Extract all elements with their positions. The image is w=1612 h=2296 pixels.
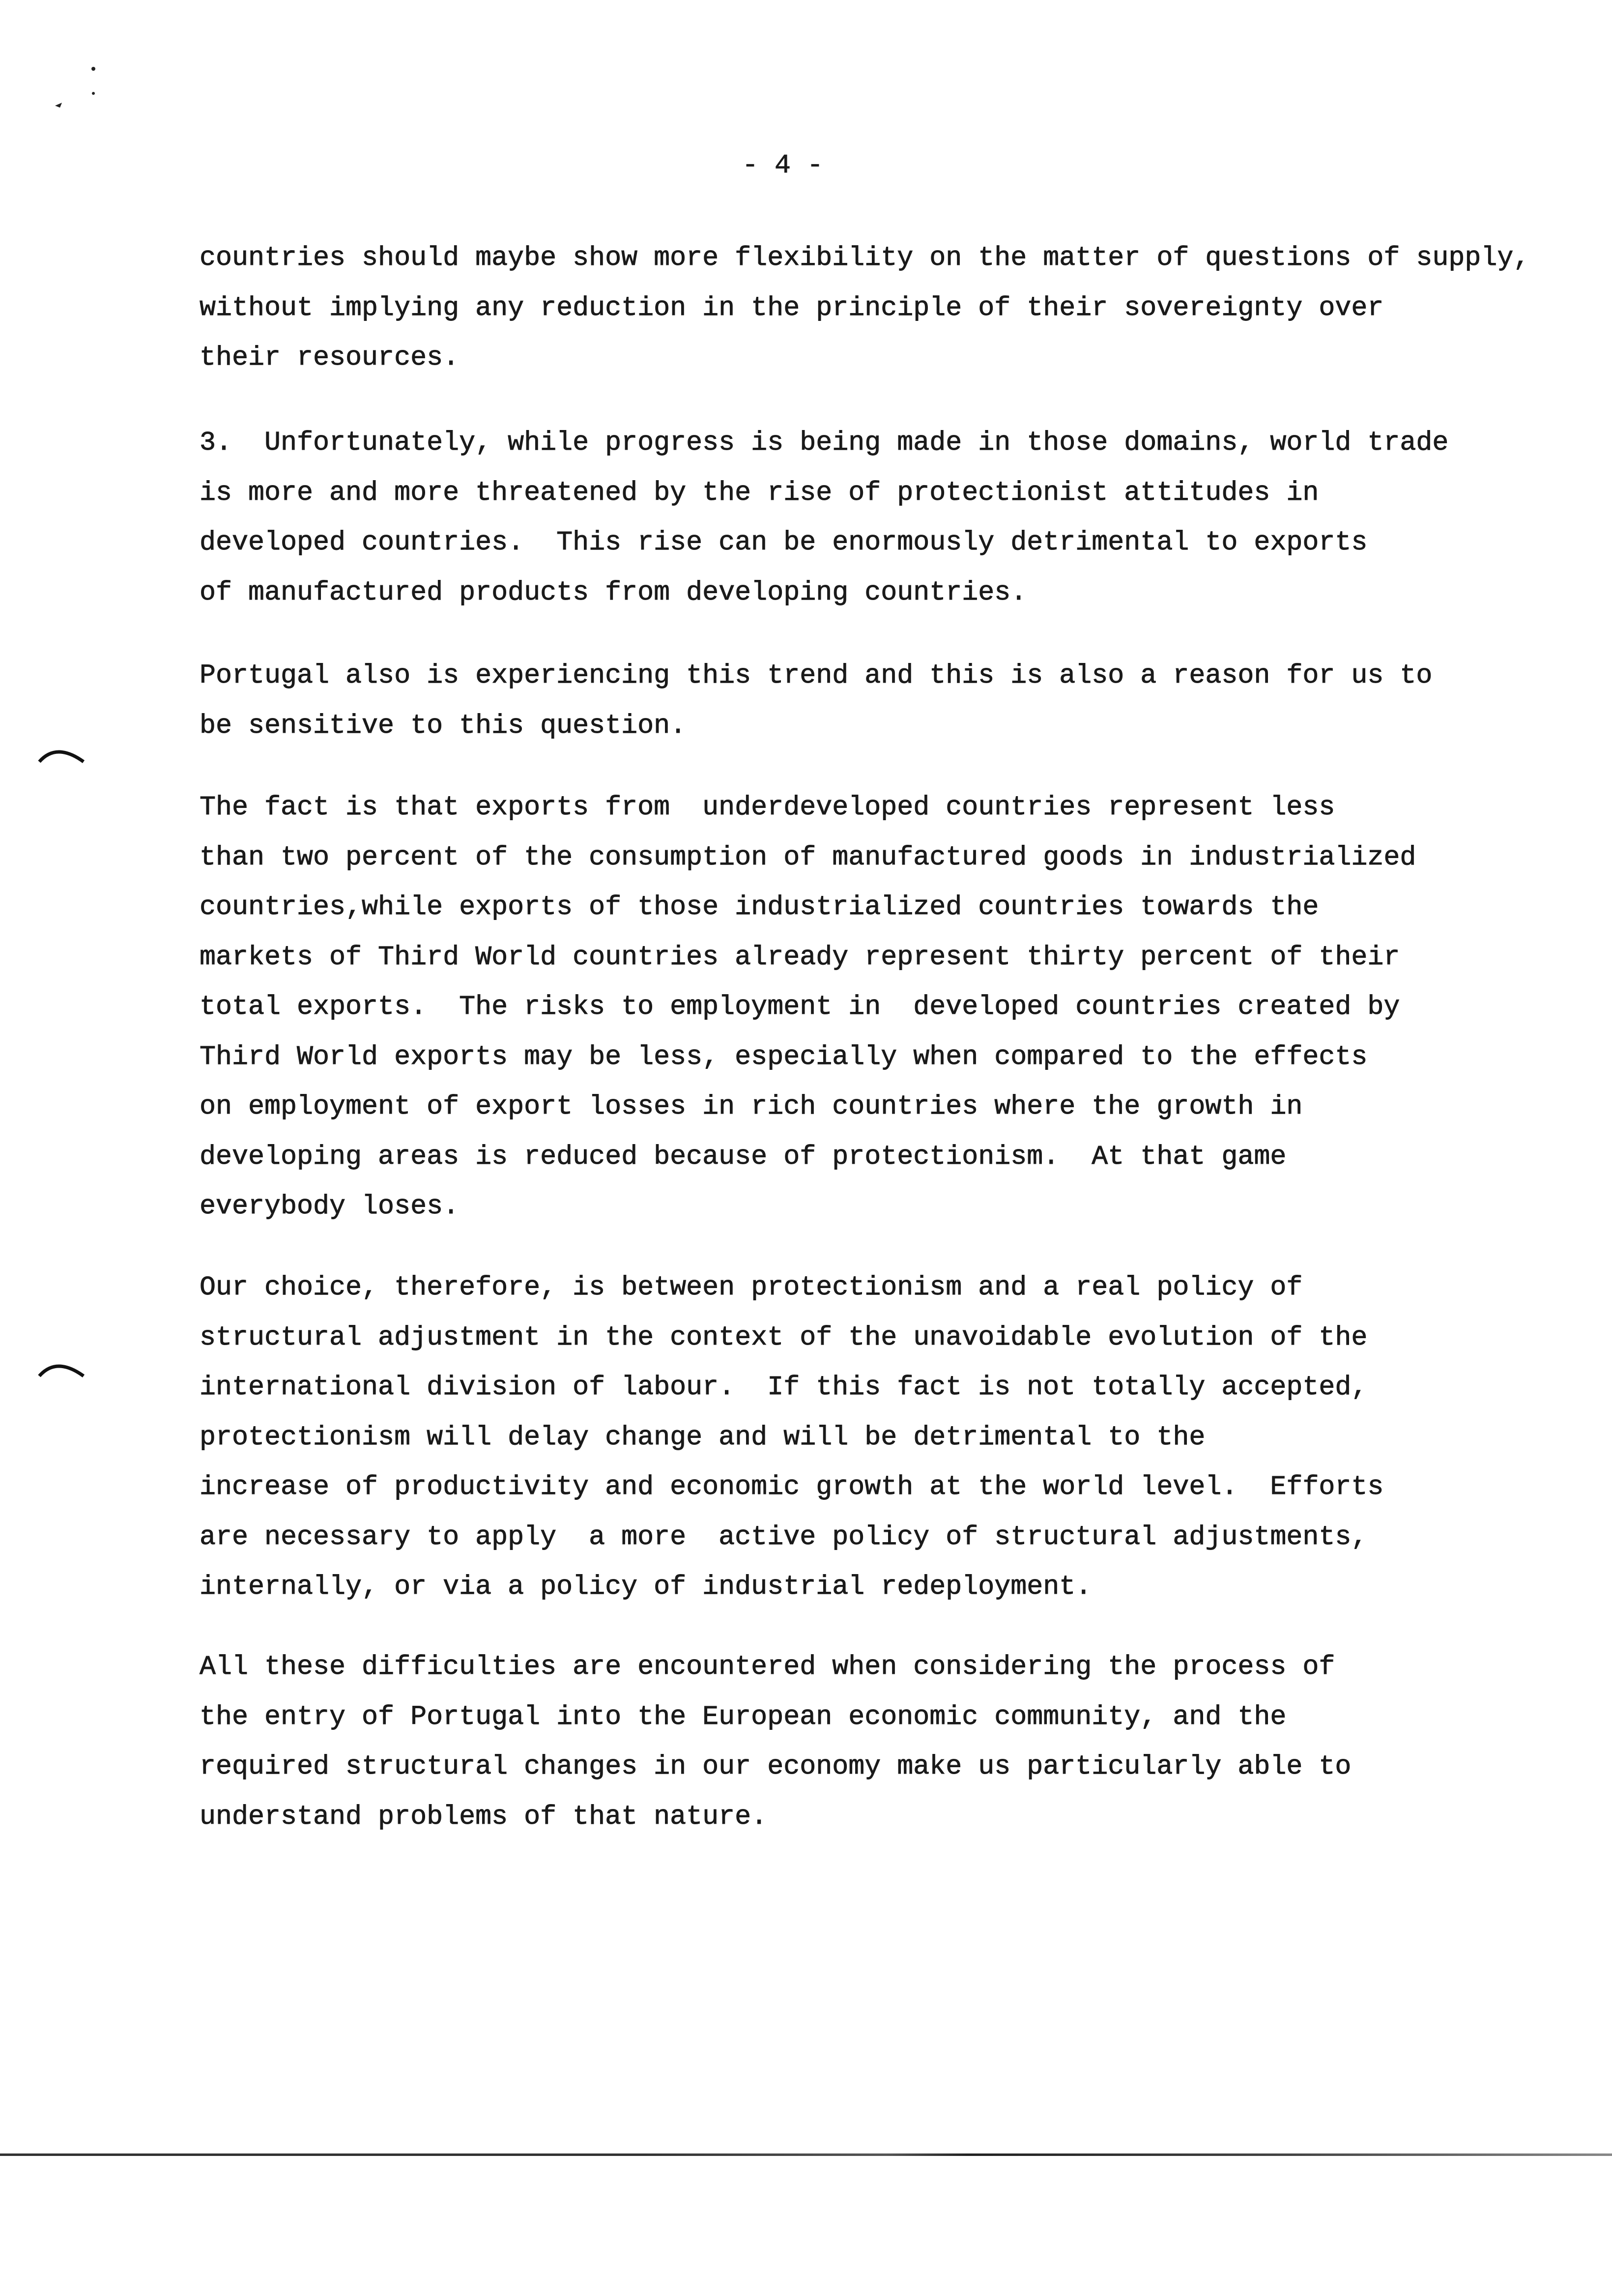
paragraph <box>200 233 1529 383</box>
text-line: Portugal also is experiencing this trend and this is also a reason for us to <box>200 660 1433 691</box>
text-line: without implying any reduction in the principle of their sovereignty over <box>200 292 1384 323</box>
text-line: 3. Unfortunately, while progress is being made in those domains, world trade <box>200 427 1449 458</box>
text-line: of manufactured products from developing countries. <box>200 576 1027 608</box>
page-number: - 4 - <box>742 150 824 181</box>
text-line: the entry of Portugal into the European economic community, and the <box>200 1701 1287 1732</box>
text-line: structural adjustment in the context of the unavoidable evolution of the <box>200 1321 1368 1353</box>
text-line: All these difficulties are encountered when considering the process of <box>200 1651 1335 1682</box>
text-line: total exports. The risks to employment in developed countries created by <box>200 991 1400 1022</box>
text-line: be sensitive to this question. <box>200 710 687 741</box>
text-line: increase of productivity and economic growth at the world level. Efforts <box>200 1471 1384 1502</box>
paragraph <box>200 1642 1351 1841</box>
text-line: than two percent of the consumption of manufactured goods in industrialized <box>200 841 1416 873</box>
text-line: countries,while exports of those industrialized countries towards the <box>200 891 1319 922</box>
punch-hole-mark-bottom <box>34 1351 93 1391</box>
text-line: on employment of export losses in rich countries where the growth in <box>200 1091 1303 1122</box>
punch-hole-mark-top <box>34 737 93 776</box>
text-line: international division of labour. If this fact is not totally accepted, <box>200 1372 1368 1403</box>
text-line: their resources. <box>200 342 460 373</box>
paragraph <box>200 651 1432 750</box>
text-line: developing areas is reduced because of protectionism. At that game <box>200 1141 1287 1172</box>
paragraph <box>200 418 1448 617</box>
paragraph <box>200 1263 1383 1612</box>
text-line: Our choice, therefore, is between protectionism and a real policy of <box>200 1272 1303 1303</box>
bottom-rule <box>0 2153 1612 2156</box>
text-line: internally, or via a policy of industrial redeployment. <box>200 1571 1092 1602</box>
paragraph <box>200 782 1416 1232</box>
text-line: protectionism will delay change and will be detrimental to the <box>200 1421 1206 1453</box>
text-line: developed countries. This rise can be enormously detrimental to exports <box>200 527 1368 558</box>
scan-speck-marks <box>44 54 113 113</box>
text-line: markets of Third World countries already represent thirty percent of their <box>200 941 1400 973</box>
text-line: are necessary to apply a more active policy of structural adjustments, <box>200 1521 1368 1552</box>
text-line: countries should maybe show more flexibility on the matter of questions of supply, <box>200 242 1530 273</box>
text-line: The fact is that exports from underdeveloped countries represent less <box>200 792 1335 823</box>
text-line: Third World exports may be less, especially when compared to the effects <box>200 1041 1368 1072</box>
text-line: required structural changes in our economy make us particularly able to <box>200 1751 1352 1782</box>
text-line: is more and more threatened by the rise of protectionist attitudes in <box>200 477 1319 508</box>
text-line: everybody loses. <box>200 1191 460 1222</box>
text-line: understand problems of that nature. <box>200 1801 768 1832</box>
